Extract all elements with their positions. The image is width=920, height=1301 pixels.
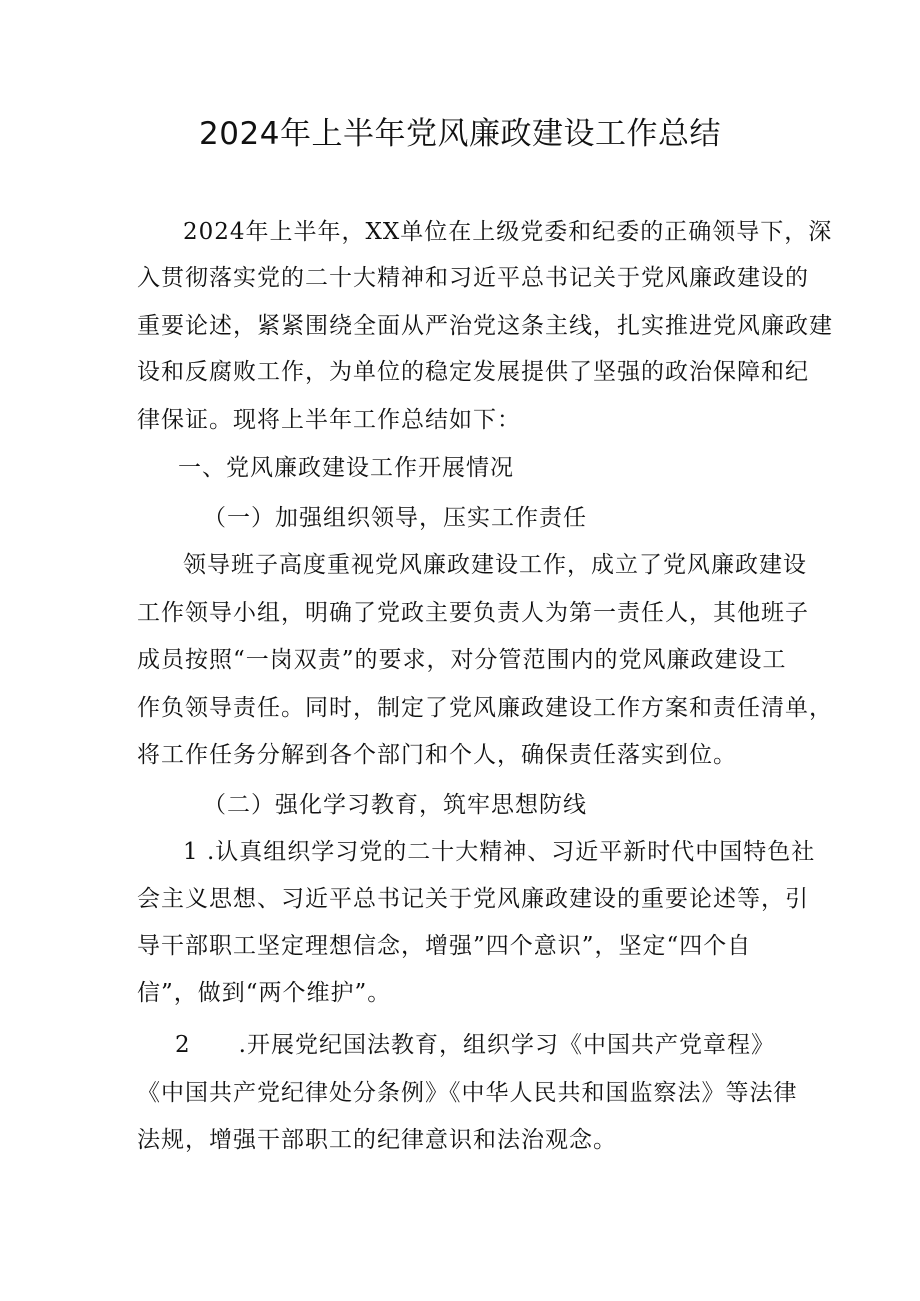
item1-line-3: 导干部职工坚定理想信念，增强”四个意识”，坚定“四个自 bbox=[137, 933, 752, 959]
subsection-heading-2: （二）强化学习教育，筑牢思想防线 bbox=[203, 792, 587, 818]
item1-line-2: 会主义思想、习近平总书记关于党风廉政建设的重要论述等，引 bbox=[137, 886, 809, 912]
item2-line-2: 《中国共产党纪律处分条例》《中华人民共和国监察法》等法律 bbox=[137, 1080, 798, 1106]
intro-line-1: 2024年上半年，XX单位在上级党委和纪委的正确领导下，深 bbox=[183, 219, 833, 245]
item1-line-4: 信”，做到“两个维护”。 bbox=[137, 980, 392, 1006]
sub1-line-1: 领导班子高度重视党风廉政建设工作，成立了党风廉政建设 bbox=[183, 552, 807, 578]
item1-line-1: 1 .认真组织学习党的二十大精神、习近平新时代中国特色社 bbox=[183, 839, 816, 865]
intro-line-3: 重要论述，紧紧围绕全面从严治党这条主线，扎实推进党风廉政建 bbox=[137, 313, 833, 339]
section-heading-1: 一、党风廉政建设工作开展情况 bbox=[178, 455, 514, 481]
item2-line-3: 法规，增强干部职工的纪律意识和法治观念。 bbox=[137, 1127, 617, 1153]
intro-line-2: 入贯彻落实党的二十大精神和习近平总书记关于党风廉政建设的 bbox=[137, 265, 809, 291]
sub1-line-2: 工作领导小组，明确了党政主要负责人为第一责任人，其他班子 bbox=[137, 600, 809, 626]
intro-line-5: 律保证。现将上半年工作总结如下： bbox=[137, 407, 521, 433]
item2-line-1: 2 .开展党纪国法教育，组织学习《中国共产党章程》 bbox=[175, 1032, 775, 1058]
sub1-line-4: 作负领导责任。同时，制定了党风廉政建设工作方案和责任清单， bbox=[137, 695, 833, 721]
subsection-heading-1: （一）加强组织领导，压实工作责任 bbox=[203, 505, 587, 531]
intro-line-4: 设和反腐败工作，为单位的稳定发展提供了坚强的政治保障和纪 bbox=[137, 359, 809, 385]
document-title: 2024年上半年党风廉政建设工作总结 bbox=[199, 116, 721, 152]
sub1-line-5: 将工作任务分解到各个部门和个人，确保责任落实到位。 bbox=[137, 742, 737, 768]
sub1-line-3: 成员按照“一岗双责”的要求，对分管范围内的党风廉政建设工 bbox=[137, 647, 787, 673]
